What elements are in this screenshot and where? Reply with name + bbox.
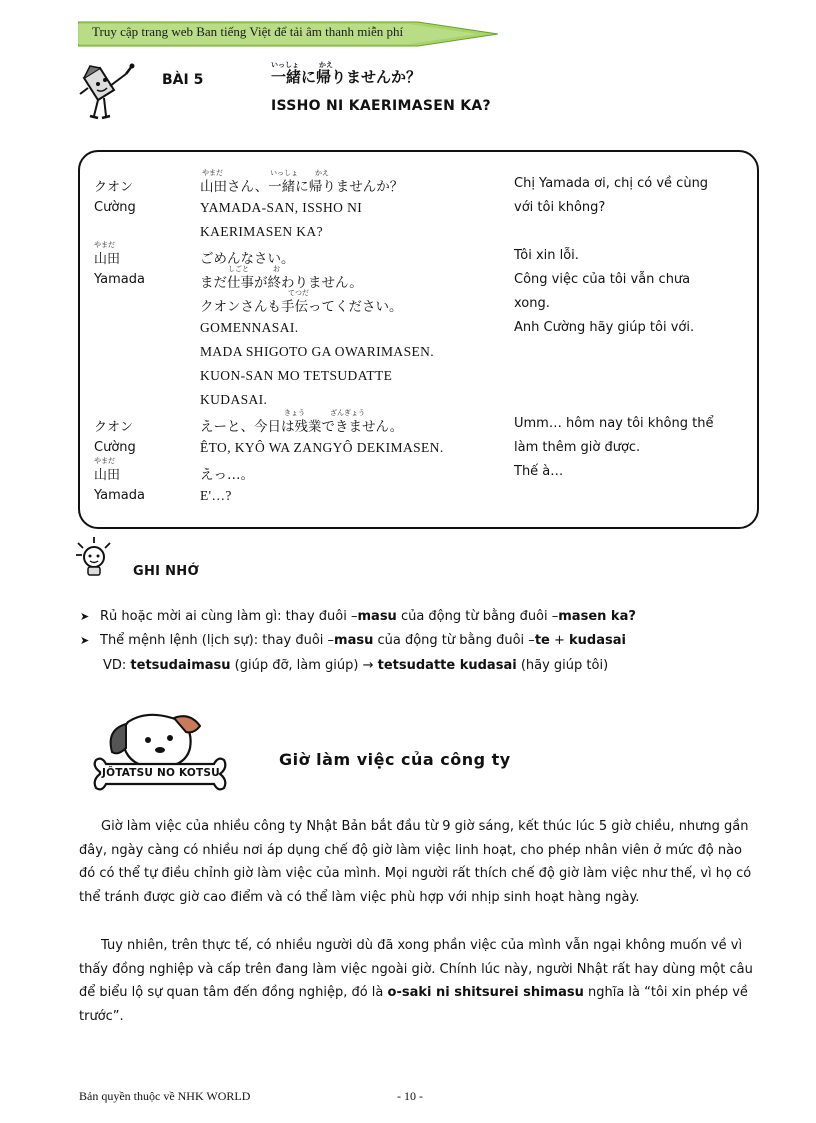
note-bold: kudasai <box>569 633 626 648</box>
dialog-vi-line: Anh Cường hãy giúp tôi với. <box>514 320 695 335</box>
furigana-kae: かえ <box>319 61 333 69</box>
footer-copyright: Bản quyền thuộc về NHK WORLD <box>79 1089 251 1103</box>
dialog-romaji-line: KUDASAI. <box>200 392 268 407</box>
page-number: - 10 - <box>397 1089 423 1103</box>
jotatsu-logo-text: JÔTATSU NO KOTSU <box>102 767 220 779</box>
header-banner <box>78 20 498 48</box>
notes-title: GHI NHỚ <box>133 564 200 579</box>
dialog-romaji-line: KAERIMASEN KA? <box>200 224 323 239</box>
dialog-romaji-line: ÊTO, KYÔ WA ZANGYÔ DEKIMASEN. <box>200 440 444 455</box>
note-bold: masen ka? <box>558 609 636 624</box>
lesson-title-romaji: ISSHO NI KAERIMASEN KA? <box>271 98 491 114</box>
furigana-tetsuda: てつだ <box>288 289 309 297</box>
dialog-jp-line: クオンさんも手伝ってください。 <box>200 299 403 315</box>
example-prefix: VD: <box>103 658 131 673</box>
example-text: (hãy giúp tôi) <box>516 658 609 673</box>
dialog-romaji-line: KUON-SAN MO TETSUDATTE <box>200 368 393 383</box>
dialog-vi-line: Umm… hôm nay tôi không thể <box>514 416 714 431</box>
dialog-vi-line: Chị Yamada ơi, chị có về cùng <box>514 176 709 191</box>
note-bold: masu <box>334 633 374 648</box>
speaker-label: クオン <box>94 420 134 435</box>
dialog-romaji-line: MADA SHIGOTO GA OWARIMASEN. <box>200 344 435 359</box>
arrow-bullet-icon: ➤ <box>80 610 90 623</box>
dialog-jp-line: 山田さん、一緒に帰りませんか？ <box>200 179 404 195</box>
note-bullet-2 <box>80 633 626 648</box>
note-bold: masu <box>357 609 397 624</box>
dialog-romaji-line: E'…? <box>200 488 232 503</box>
arrow-bullet-icon: ➤ <box>80 634 90 647</box>
paragraph-text: Giờ làm việc của nhiều công ty Nhật Bản bắt đầu từ 9 giờ sáng, kết thúc lúc 5 giờ chiều, nhưng gần đây, ngày càng có nhiều nơi áp dụng chế độ giờ làm việc linh hoạt, cho phép nhân viên ở mức độ nào đó có thể tự điều chỉnh giờ làm việc của mình. Mọi người rất thích chế độ giờ làm việc như thế, vì họ có thể tránh được giờ cao điểm và có thể làm việc phù hợp với nhịp sinh hoạt hàng ngày. <box>79 819 752 905</box>
furigana-kyou: きょう <box>284 409 305 417</box>
furigana-yamada: やまだ <box>202 169 223 177</box>
note-text: Thể mệnh lệnh (lịch sự): thay đuôi – <box>100 633 335 648</box>
example-bold: tetsudaimasu <box>130 658 231 673</box>
example-text: (giúp đỡ, làm giúp) → <box>230 658 378 673</box>
tips-paragraph-1 <box>79 815 759 909</box>
speaker-label: Yamada <box>94 272 145 287</box>
furigana-zangyou: ざんぎょう <box>330 409 365 417</box>
dialog-vi-line: làm thêm giờ được. <box>514 440 641 455</box>
tips-paragraph-2 <box>79 934 759 1028</box>
furigana-kae: かえ <box>315 169 329 177</box>
dialog-vi-line: với tôi không? <box>514 200 606 215</box>
furigana-issho: いっしょ <box>271 61 299 69</box>
speaker-label: Yamada <box>94 488 145 503</box>
furigana-shigoto: しごと <box>228 265 249 273</box>
lightbulb-icon <box>74 535 114 577</box>
speaker-label: Cường <box>94 440 136 455</box>
lesson-title-jp <box>271 61 422 87</box>
dialog-vi-line: Tôi xin lỗi. <box>514 248 579 263</box>
note-text: của động từ bằng đuôi – <box>373 633 535 648</box>
furigana-yamada: やまだ <box>94 241 115 249</box>
dialog-vi-line: Công việc của tôi vẫn chưa <box>514 272 691 287</box>
lesson-number: BÀI 5 <box>162 72 204 88</box>
furigana-o: お <box>273 265 280 273</box>
example-bold: tetsudatte kudasai <box>377 658 517 673</box>
speaker-label: 山田 <box>94 468 121 483</box>
dialog-jp-line: ごめんなさい。 <box>200 251 295 267</box>
furigana-issho: いっしょ <box>270 169 298 177</box>
pencil-mascot-icon <box>74 60 140 126</box>
speaker-label: クオン <box>94 180 134 195</box>
jotatsu-dog-logo-icon <box>90 712 230 804</box>
lesson-title-jp-text: 一緒に帰りませんか？ <box>271 68 422 86</box>
dialog-jp-line: えっ…。 <box>200 467 254 483</box>
dialog-jp-line: えーと、今日は残業できません。 <box>200 419 404 435</box>
dialog-vi-line: Thế à… <box>514 464 564 479</box>
note-bullet-1 <box>80 609 636 624</box>
paragraph-text: nghĩa là “tôi xin phép về trước”. <box>79 985 748 1024</box>
note-text: + <box>549 633 570 648</box>
dialog-box <box>78 150 759 529</box>
note-bold: te <box>534 633 550 648</box>
phrase-bold: o-saki ni shitsurei shimasu <box>387 985 584 1000</box>
dialog-vi-line: xong. <box>514 296 550 311</box>
tips-title: Giờ làm việc của công ty <box>279 750 511 769</box>
speaker-label: 山田 <box>94 252 121 267</box>
furigana-yamada: やまだ <box>94 457 115 465</box>
note-text: Rủ hoặc mời ai cùng làm gì: thay đuôi – <box>100 609 358 624</box>
note-text: của động từ bằng đuôi – <box>396 609 559 624</box>
dialog-romaji-line: YAMADA-SAN, ISSHO NI <box>200 200 363 215</box>
dialog-romaji-line: GOMENNASAI. <box>200 320 299 335</box>
speaker-label: Cường <box>94 200 136 215</box>
dialog-jp-line: まだ仕事が終わりません。 <box>200 275 363 291</box>
paragraph-text: Tuy nhiên, trên thực tế, có nhiều người dù đã xong phần việc của mình vẫn ngại không muốn về vì thấy đồng nghiệp và cấp trên đang làm việc ngoài giờ. Chính lúc này, người Nhật rất hay dùng một câu để biểu lộ sự quan tâm đến đồng nghiệp, đó là <box>79 938 753 1000</box>
banner-text[interactable]: Truy cập trang web Ban tiếng Việt để tải âm thanh miễn phí <box>92 24 404 39</box>
note-example <box>103 658 608 673</box>
